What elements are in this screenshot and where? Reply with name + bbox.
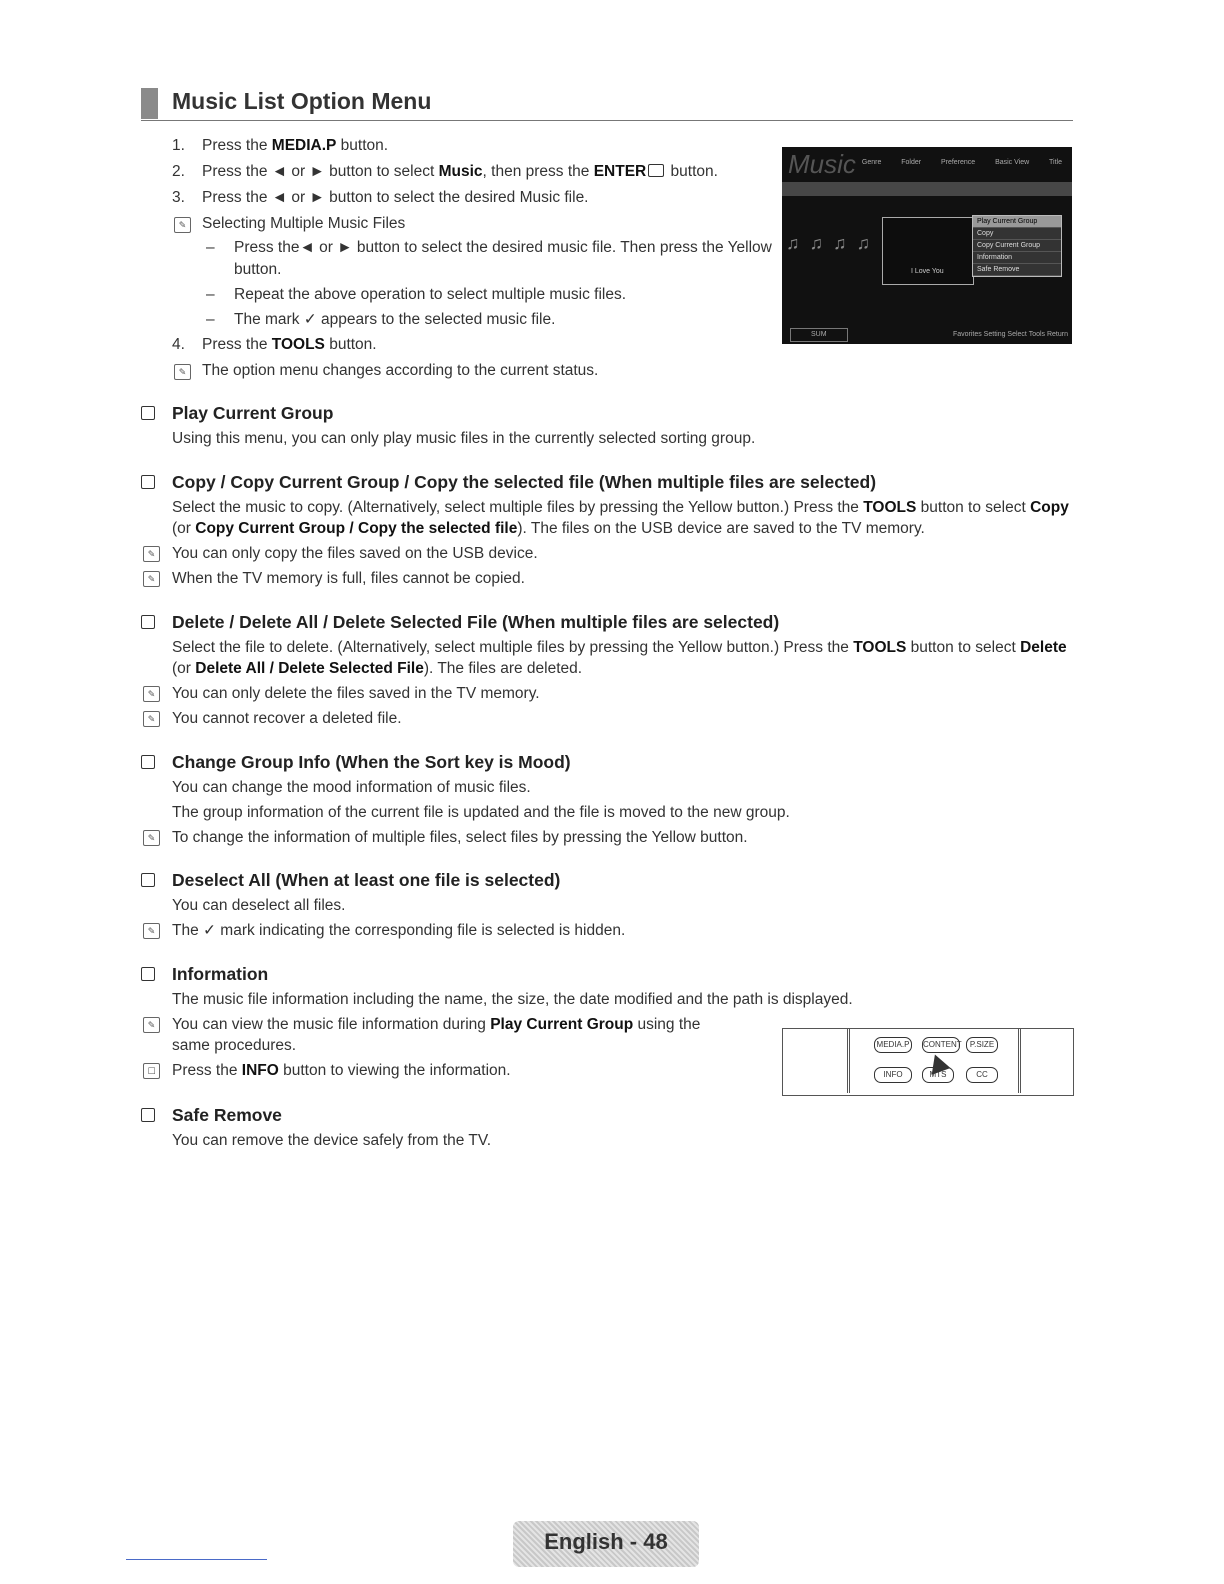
section-heading: Play Current Group: [172, 403, 334, 423]
tv-tab: Genre: [861, 159, 882, 166]
section-body: The group information of the current file is updated and the file is moved to the new group.: [172, 804, 790, 821]
checkbox-icon: [141, 967, 155, 981]
remote-button-p-size: P.SIZE: [966, 1037, 998, 1053]
tv-tab: Basic View: [995, 159, 1030, 166]
note: [141, 543, 1081, 564]
note: [141, 920, 1081, 941]
section-body: You can change the mood information of music files.: [172, 779, 531, 796]
tv-title: Music: [788, 149, 856, 179]
dash-text: Press the◄ or ► button to select the desired music file. Then press the Yellow button.: [234, 239, 772, 278]
step-text: button.: [324, 336, 377, 353]
remote-panel: [847, 1029, 1021, 1093]
note: ✎ You can view the music file information during Play Current Group using the same procedures.: [141, 1014, 732, 1056]
section-heading: Information: [172, 964, 269, 984]
section-body: The music file information including the name, the size, the date modified and the path is displayed.: [172, 991, 853, 1008]
note-text: When the TV memory is full, files cannot be copied.: [172, 570, 525, 587]
section-heading: Safe Remove: [172, 1105, 282, 1125]
note: ☐ Press the INFO button to viewing the information.: [141, 1060, 1081, 1081]
step-number: 3.: [172, 189, 185, 206]
step-text: , then press the: [482, 163, 594, 180]
remote-note-icon: ☐: [143, 1063, 160, 1079]
note-text: You can only delete the files saved in the TV memory.: [172, 685, 540, 702]
checkbox-icon: [141, 873, 155, 887]
dash-item: – The mark ✓ appears to the selected music file.: [206, 311, 556, 328]
tv-menu-item: Copy Current Group: [973, 240, 1061, 252]
tv-bottom-left: SUM: [790, 328, 848, 342]
checkbox-icon: [141, 1108, 155, 1122]
note-icon: ✎: [174, 217, 191, 233]
checkbox-icon: [141, 406, 155, 420]
note-text: You cannot recover a deleted file.: [172, 710, 402, 727]
note-text: The ✓ mark indicating the corresponding file is selected is hidden.: [172, 922, 626, 939]
step-3: [172, 187, 772, 209]
note-text: You can only copy the files saved on the USB device.: [172, 545, 538, 562]
section-body: Using this menu, you can only play music files in the currently selected sorting group.: [172, 430, 756, 447]
section-heading: Copy / Copy Current Group / Copy the selected file (When multiple files are selected): [172, 472, 877, 492]
step-keyword: ENTER: [593, 163, 647, 180]
tv-menu-item: Play Current Group: [973, 216, 1061, 228]
remote-button-cc: CC: [966, 1067, 998, 1083]
note: [141, 568, 1081, 589]
checkbox-icon: [141, 475, 155, 489]
section-heading: Delete / Delete All / Delete Selected File (When multiple files are selected): [172, 612, 780, 632]
tv-panel: [882, 217, 974, 285]
tv-option-menu: [972, 215, 1062, 277]
note-icon: ✎: [143, 1017, 160, 1033]
note-icon: ✎: [143, 686, 160, 702]
section-safe-remove: [141, 1103, 1081, 1155]
step-text: Press the ◄ or ► button to select: [202, 163, 439, 180]
note-icon: ✎: [143, 711, 160, 727]
section-copy: [141, 470, 1081, 593]
title-marker: [141, 88, 158, 119]
tv-tab: Preference: [940, 159, 976, 166]
note: [172, 360, 772, 382]
note: [172, 213, 772, 235]
section-heading: Change Group Info (When the Sort key is Mood): [172, 752, 571, 772]
remote-illustration: [782, 1028, 1074, 1096]
page-number: English - 48: [544, 1529, 668, 1554]
tv-menu-item: Safe Remove: [973, 264, 1061, 276]
step-keyword: Music: [438, 163, 483, 180]
remote-button-media-p: MEDIA.P: [874, 1037, 912, 1053]
checkbox-icon: [141, 615, 155, 629]
page-number-badge: [513, 1521, 699, 1567]
page-title: Music List Option Menu: [172, 88, 432, 114]
note-icon: ✎: [143, 830, 160, 846]
tv-menu-item: Information: [973, 252, 1061, 264]
footer-rule: [126, 1559, 267, 1560]
dash-item: – Repeat the above operation to select multiple music files.: [206, 286, 627, 303]
tv-tabs: [852, 159, 1072, 166]
tv-tab: Folder: [901, 159, 922, 166]
remote-button-info: INFO: [874, 1067, 912, 1083]
note: [141, 708, 1081, 729]
step-text: Press the: [202, 336, 272, 353]
note: [141, 827, 1081, 848]
note-icon: ✎: [143, 546, 160, 562]
enter-icon: [648, 164, 664, 177]
step-text: Press the: [202, 137, 272, 154]
step-text: Press the ◄ or ► button to select the desired Music file.: [202, 189, 589, 206]
section-change-group-info: [141, 750, 1081, 852]
remote-button-content: CONTENT: [922, 1037, 960, 1053]
dash-item: – Press the◄ or ► button to select the desired music file. Then press the Yellow button.: [206, 239, 772, 278]
step-4: [172, 334, 772, 356]
section-title-bar: [141, 86, 1073, 121]
tv-tab: Title: [1049, 159, 1062, 166]
tv-strip: [782, 182, 1072, 196]
dash-text: The mark ✓ appears to the selected music file.: [234, 311, 556, 328]
tv-panel-label: I Love You: [911, 268, 944, 275]
music-note-icon: ♫♫♫♫: [786, 233, 880, 253]
steps-list: [172, 135, 772, 384]
step-keyword: MEDIA.P: [271, 137, 337, 154]
tv-bottom-right: Favorites Setting Select Tools Return: [952, 331, 1068, 338]
step-number: 1.: [172, 137, 185, 154]
section-delete: [141, 610, 1081, 733]
section-body: You can deselect all files.: [172, 897, 346, 914]
note-text: The option menu changes according to the current status.: [202, 362, 599, 379]
checkbox-icon: [141, 755, 155, 769]
step-number: 4.: [172, 336, 185, 353]
section-heading: Deselect All (When at least one file is selected): [172, 870, 561, 890]
step-keyword: TOOLS: [271, 336, 325, 353]
note-icon: ✎: [143, 571, 160, 587]
remote-button-mts: MTS: [922, 1067, 954, 1083]
note: [141, 683, 1081, 704]
note-icon: ✎: [174, 364, 191, 380]
note-text: To change the information of multiple files, select files by pressing the Yellow button.: [172, 829, 748, 846]
section-body: Select the file to delete. (Alternatively, select multiple files by pressing the Yellow button.) Press the TOOLS button to select Delete (or Delete All / Delete Selected File). The files are deleted.: [172, 639, 1067, 677]
note-icon: ✎: [143, 923, 160, 939]
dash-text: Repeat the above operation to select multiple music files.: [234, 286, 627, 303]
tv-screenshot: [782, 147, 1072, 344]
step-number: 2.: [172, 163, 185, 180]
section-body: Select the music to copy. (Alternatively, select multiple files by pressing the Yellow button.) Press the TOOLS button to select Copy (or Copy Current Group / Copy the selected file). The files on the USB device are saved to the TV memory.: [172, 499, 1069, 537]
step-2: [172, 161, 772, 183]
step-1: [172, 135, 772, 157]
step-text: button.: [336, 137, 389, 154]
note-text: Selecting Multiple Music Files: [202, 215, 406, 232]
section-deselect-all: [141, 868, 1081, 945]
tv-menu-item: Copy: [973, 228, 1061, 240]
step-text: button.: [666, 163, 718, 180]
tv-bottom-bar: [782, 326, 1072, 344]
section-body: You can remove the device safely from the TV.: [172, 1132, 492, 1149]
section-play-current-group: [141, 401, 1081, 453]
